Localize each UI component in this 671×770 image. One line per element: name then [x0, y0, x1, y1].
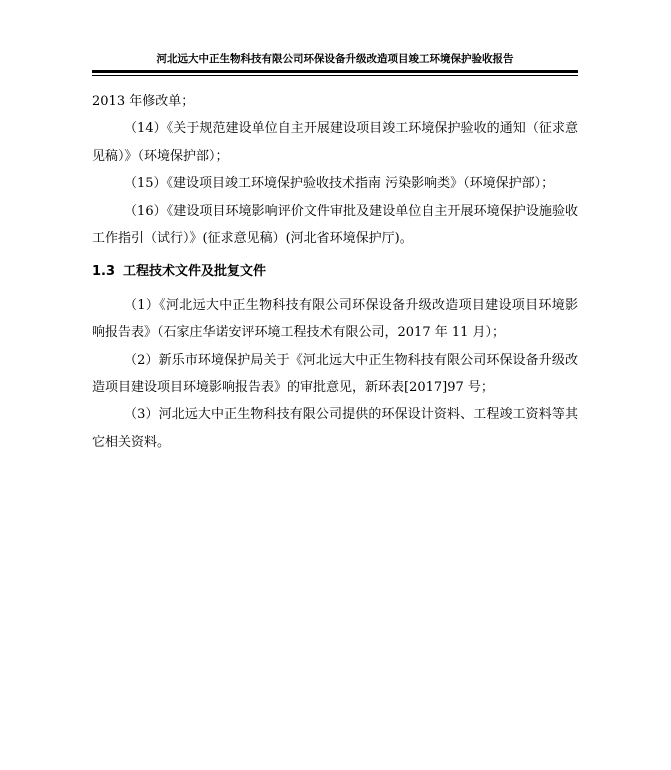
paragraph-continuation: 2013 年修改单； — [92, 94, 195, 109]
section-heading — [92, 258, 578, 285]
document-item-2: （2）新乐市环境保护局关于《河北远大中正生物科技有限公司环保设备升级改造项目建设项目环境影响报告表》的审批意见，新环表[2017]97 号； — [92, 352, 578, 396]
section-number: 1.3 — [92, 264, 116, 280]
page-header: 河北远大中正生物科技有限公司环保设备升级改造项目竣工环境保护验收报告 — [156, 53, 514, 65]
document-item-3: （3）河北远大中正生物科技有限公司提供的环保设计资料、工程竣工资料等其它相关资料。 — [92, 407, 578, 450]
reference-item-16: （16）《建设项目环境影响评价文件审批及建设单位自主开展环境保护设施验收工作指引（试行）》(征求意见稿）(河北省环境保护厅)。 — [92, 203, 578, 247]
reference-item-15: （15）《建设项目竣工环境保护验收技术指南 污染影响类》（环境保护部）； — [124, 176, 555, 192]
reference-item-14: （14）《关于规范建设单位自主开展建设项目竣工环境保护验收的通知（征求意见稿）》（环境保护部）； — [92, 121, 578, 164]
header-rule-thin — [92, 75, 578, 76]
document-item-1: （1）《河北远大中正生物科技有限公司环保设备升级改造项目建设项目环境影响报告表》（石家庄华诺安评环境工程技术有限公司，2017 年 11 月）； — [92, 297, 578, 341]
header-rule-thick — [92, 70, 578, 73]
document-body — [92, 88, 578, 456]
section-title: 工程技术文件及批复文件 — [123, 264, 267, 280]
